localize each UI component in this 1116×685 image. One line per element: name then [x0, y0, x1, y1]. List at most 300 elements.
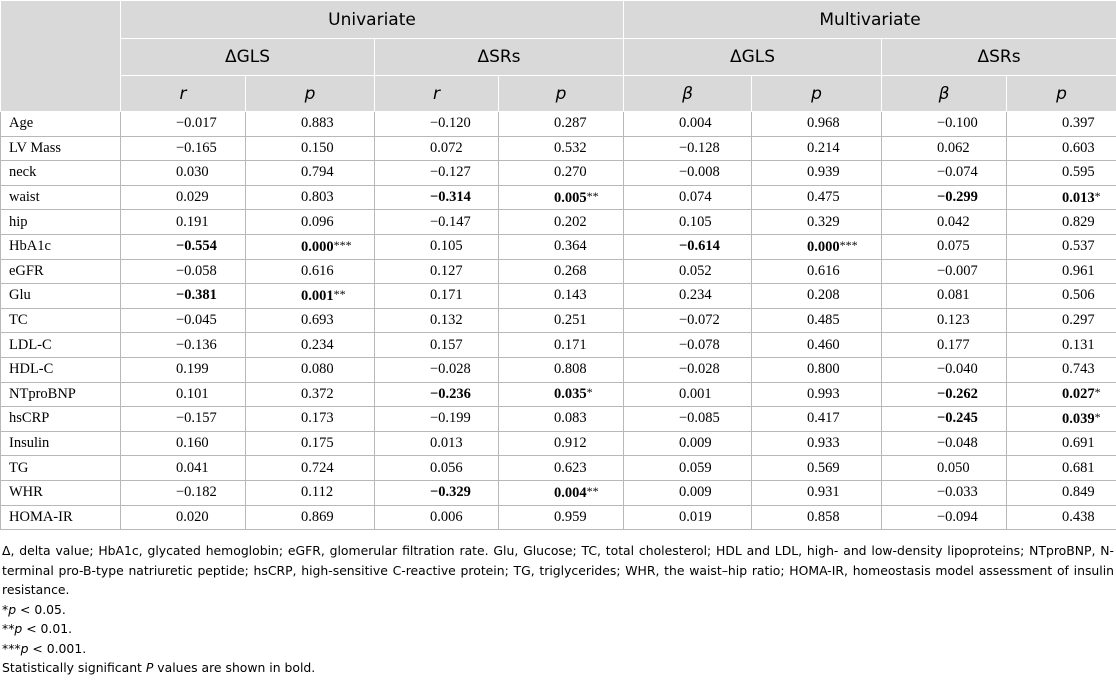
cell-uni-dgls-p	[246, 210, 375, 235]
abbreviations-note: Δ, delta value; HbA1c, glycated hemoglobin; eGFR, glomerular filtration rate. Glu, Glucose; TC, total cholesterol; HDL and LDL, high- and low-density lipoproteins; NTproBNP, N-terminal pro-B-type natriuretic peptide; hsCRP, high-sensitive C-reactive protein; TG, triglycerides; WHR, the waist–hip ratio; HOMA-IR, homeostasis model assessment of insulin resistance.	[2, 543, 1114, 597]
cell-multi-dgls-beta	[624, 357, 752, 382]
cell-multi-dsrs-p	[1007, 284, 1116, 309]
cell-uni-dgls-p	[246, 333, 375, 358]
cell-value: −0.074	[937, 164, 978, 181]
cell-multi-dgls-p	[752, 210, 882, 235]
cell-uni-dgls-r	[121, 480, 246, 505]
table-row	[1, 431, 1116, 456]
table-row	[1, 333, 1116, 358]
cell-value: 0.616	[807, 262, 840, 279]
sig2-p: p	[14, 621, 23, 636]
cell-multi-dsrs-p	[1007, 382, 1116, 407]
cell-value: 0.214	[807, 139, 840, 156]
row-label: Glu	[1, 284, 121, 309]
cell-value: 0.027	[1062, 386, 1095, 403]
cell-uni-dgls-p	[246, 407, 375, 432]
cell-uni-dgls-r	[121, 382, 246, 407]
cell-value: 0.177	[937, 336, 970, 353]
cell-value: 0.202	[554, 213, 587, 230]
cell-value: 0.603	[1062, 139, 1095, 156]
cell-multi-dsrs-p	[1007, 234, 1116, 259]
cell-multi-dsrs-beta	[882, 161, 1007, 186]
cell-value: 0.105	[430, 238, 463, 255]
cell-value: 0.268	[554, 262, 587, 279]
cell-value: 0.112	[301, 484, 334, 501]
cell-value: 0.001	[679, 385, 712, 402]
cell-value: −0.136	[176, 336, 217, 353]
cell-value: 0.035	[554, 386, 587, 403]
cell-value: 0.030	[176, 164, 209, 181]
cell-uni-dsrs-r	[375, 456, 499, 481]
cell-uni-dsrs-p	[499, 357, 624, 382]
cell-multi-dsrs-beta	[882, 407, 1007, 432]
cell-value: 0.961	[1062, 262, 1095, 279]
cell-value: −0.381	[176, 287, 217, 304]
cell-uni-dsrs-p	[499, 284, 624, 309]
cell-multi-dgls-p	[752, 185, 882, 210]
cell-value: 0.074	[679, 189, 712, 206]
cell-value: −0.058	[176, 262, 217, 279]
cell-value: −0.314	[430, 189, 471, 206]
cell-multi-dgls-beta	[624, 505, 752, 530]
cell-uni-dgls-r	[121, 505, 246, 530]
cell-value: 0.101	[176, 385, 209, 402]
cell-value: 0.743	[1062, 361, 1095, 378]
cell-uni-dsrs-p	[499, 505, 624, 530]
cell-uni-dgls-p	[246, 308, 375, 333]
cell-uni-dsrs-r	[375, 333, 499, 358]
cell-uni-dgls-r	[121, 259, 246, 284]
cell-value: 0.143	[554, 287, 587, 304]
cell-uni-dsrs-p	[499, 234, 624, 259]
table-row	[1, 112, 1116, 137]
bold-note-post: values are shown in bold.	[153, 660, 316, 675]
cell-value: 0.006	[430, 508, 463, 525]
cell-value: −0.078	[679, 336, 720, 353]
cell-value: 0.052	[679, 262, 712, 279]
cell-uni-dsrs-r	[375, 284, 499, 309]
row-label: hip	[1, 210, 121, 235]
cell-value: 0.004	[679, 115, 712, 132]
cell-multi-dgls-beta	[624, 136, 752, 161]
significance-stars: **	[586, 483, 599, 498]
cell-uni-dsrs-p	[499, 112, 624, 137]
cell-value: 0.056	[430, 459, 463, 476]
cell-value: 0.858	[807, 508, 840, 525]
cell-value: 0.808	[554, 361, 587, 378]
cell-multi-dsrs-beta	[882, 308, 1007, 333]
cell-multi-dsrs-p	[1007, 112, 1116, 137]
cell-value: 0.075	[937, 238, 970, 255]
cell-value: 0.485	[807, 312, 840, 329]
row-label: TG	[1, 456, 121, 481]
header-univariate: Univariate	[121, 1, 624, 39]
cell-multi-dgls-p	[752, 382, 882, 407]
cell-value: 0.849	[1062, 484, 1095, 501]
cell-uni-dsrs-p	[499, 480, 624, 505]
cell-value: 0.270	[554, 164, 587, 181]
table-row	[1, 210, 1116, 235]
cell-multi-dgls-beta	[624, 431, 752, 456]
cell-multi-dsrs-beta	[882, 210, 1007, 235]
cell-value: −0.028	[679, 361, 720, 378]
cell-value: 0.537	[1062, 238, 1095, 255]
cell-multi-dgls-p	[752, 284, 882, 309]
cell-uni-dsrs-r	[375, 136, 499, 161]
cell-multi-dsrs-beta	[882, 357, 1007, 382]
cell-uni-dsrs-p	[499, 259, 624, 284]
cell-value: 0.191	[176, 213, 209, 230]
cell-value: 0.616	[301, 262, 334, 279]
significance-note-1	[2, 600, 1114, 620]
cell-uni-dgls-p	[246, 161, 375, 186]
cell-multi-dsrs-p	[1007, 505, 1116, 530]
cell-uni-dgls-r	[121, 234, 246, 259]
cell-value: 0.506	[1062, 287, 1095, 304]
table-row	[1, 357, 1116, 382]
table-row	[1, 185, 1116, 210]
cell-multi-dsrs-p	[1007, 185, 1116, 210]
cell-uni-dgls-r	[121, 431, 246, 456]
cell-multi-dsrs-beta	[882, 480, 1007, 505]
table-row	[1, 505, 1116, 530]
sig2-text: < 0.01.	[22, 621, 73, 636]
cell-multi-dgls-p	[752, 407, 882, 432]
cell-multi-dgls-beta	[624, 333, 752, 358]
cell-uni-dgls-p	[246, 456, 375, 481]
cell-value: 0.083	[554, 410, 587, 427]
header-uni-dsrs-r: r	[375, 76, 499, 112]
cell-uni-dsrs-r	[375, 407, 499, 432]
row-label: HDL-C	[1, 357, 121, 382]
cell-uni-dgls-r	[121, 456, 246, 481]
cell-value: 0.013	[430, 435, 463, 452]
cell-value: 0.029	[176, 189, 209, 206]
cell-value: 0.287	[554, 115, 587, 132]
cell-value: 0.020	[176, 508, 209, 525]
cell-multi-dgls-beta	[624, 234, 752, 259]
cell-value: −0.007	[937, 262, 978, 279]
cell-value: −0.048	[937, 435, 978, 452]
cell-value: 0.234	[679, 287, 712, 304]
significance-stars: **	[333, 286, 346, 301]
significance-stars: **	[586, 188, 599, 203]
cell-uni-dsrs-p	[499, 136, 624, 161]
cell-value: 0.171	[554, 336, 587, 353]
cell-value: −0.614	[679, 238, 720, 255]
header-multi-dsrs-beta: β	[882, 76, 1007, 112]
cell-value: 0.208	[807, 287, 840, 304]
cell-value: 0.803	[301, 189, 334, 206]
cell-value: 0.105	[679, 213, 712, 230]
table-row	[1, 284, 1116, 309]
significance-note-3	[2, 639, 1114, 659]
row-label: neck	[1, 161, 121, 186]
cell-value: −0.262	[937, 385, 978, 402]
cell-uni-dsrs-r	[375, 259, 499, 284]
cell-value: 0.127	[430, 262, 463, 279]
cell-value: 0.009	[679, 435, 712, 452]
cell-uni-dsrs-p	[499, 161, 624, 186]
cell-value: 0.000	[301, 238, 334, 255]
table-header	[1, 1, 1116, 112]
cell-multi-dgls-p	[752, 333, 882, 358]
cell-value: −0.127	[430, 164, 471, 181]
table-row	[1, 407, 1116, 432]
cell-value: −0.199	[430, 410, 471, 427]
row-label: Age	[1, 112, 121, 137]
cell-value: 0.417	[807, 410, 840, 427]
header-uni-dsrs: ΔSRs	[375, 39, 624, 76]
cell-value: 0.869	[301, 508, 334, 525]
cell-value: 0.080	[301, 361, 334, 378]
table-row	[1, 259, 1116, 284]
cell-value: −0.040	[937, 361, 978, 378]
cell-multi-dsrs-beta	[882, 431, 1007, 456]
cell-uni-dgls-r	[121, 357, 246, 382]
cell-multi-dsrs-beta	[882, 382, 1007, 407]
cell-uni-dsrs-p	[499, 333, 624, 358]
cell-value: −0.165	[176, 139, 217, 156]
cell-multi-dsrs-p	[1007, 308, 1116, 333]
sig3-marker: ***	[2, 640, 21, 656]
cell-uni-dsrs-r	[375, 505, 499, 530]
sig1-p: p	[8, 601, 17, 617]
cell-value: −0.329	[430, 484, 471, 501]
row-label: waist	[1, 185, 121, 210]
cell-multi-dgls-beta	[624, 185, 752, 210]
cell-value: 0.933	[807, 435, 840, 452]
cell-value: 0.157	[430, 336, 463, 353]
cell-uni-dgls-p	[246, 431, 375, 456]
cell-multi-dgls-beta	[624, 284, 752, 309]
cell-uni-dsrs-p	[499, 185, 624, 210]
cell-uni-dsrs-r	[375, 161, 499, 186]
cell-value: 0.004	[554, 484, 587, 501]
cell-multi-dgls-beta	[624, 480, 752, 505]
cell-value: 0.171	[430, 287, 463, 304]
cell-multi-dsrs-beta	[882, 456, 1007, 481]
cell-value: 0.372	[301, 385, 334, 402]
cell-value: 0.042	[937, 213, 970, 230]
cell-uni-dgls-r	[121, 210, 246, 235]
cell-uni-dgls-p	[246, 284, 375, 309]
sig1-text: < 0.05.	[16, 601, 66, 617]
cell-multi-dsrs-beta	[882, 333, 1007, 358]
cell-multi-dsrs-beta	[882, 185, 1007, 210]
cell-uni-dsrs-r	[375, 431, 499, 456]
cell-multi-dsrs-p	[1007, 480, 1116, 505]
cell-uni-dgls-r	[121, 112, 246, 137]
cell-uni-dsrs-p	[499, 431, 624, 456]
table-row	[1, 234, 1116, 259]
cell-value: 0.131	[1062, 336, 1095, 353]
cell-uni-dsrs-r	[375, 357, 499, 382]
sig3-text: < 0.001.	[28, 640, 87, 656]
row-label: LV Mass	[1, 136, 121, 161]
cell-uni-dsrs-r	[375, 382, 499, 407]
row-label: Insulin	[1, 431, 121, 456]
cell-multi-dsrs-beta	[882, 234, 1007, 259]
cell-multi-dsrs-beta	[882, 112, 1007, 137]
header-uni-dsrs-p: p	[499, 76, 624, 112]
cell-uni-dgls-p	[246, 136, 375, 161]
cell-uni-dgls-p	[246, 382, 375, 407]
cell-multi-dsrs-p	[1007, 136, 1116, 161]
cell-value: −0.182	[176, 484, 217, 501]
significance-stars: *	[1094, 409, 1101, 424]
header-multi-dsrs: ΔSRs	[882, 39, 1116, 76]
cell-value: 0.009	[679, 484, 712, 501]
cell-value: 0.096	[301, 213, 334, 230]
cell-uni-dsrs-p	[499, 382, 624, 407]
header-multi-dsrs-p: p	[1007, 76, 1116, 112]
table-row	[1, 480, 1116, 505]
cell-multi-dgls-p	[752, 505, 882, 530]
cell-multi-dgls-beta	[624, 161, 752, 186]
cell-value: 0.173	[301, 410, 334, 427]
cell-value: 0.968	[807, 115, 840, 132]
cell-multi-dsrs-beta	[882, 505, 1007, 530]
cell-multi-dgls-beta	[624, 259, 752, 284]
cell-uni-dgls-r	[121, 407, 246, 432]
cell-multi-dgls-beta	[624, 407, 752, 432]
cell-value: −0.147	[430, 213, 471, 230]
bold-note-pre: Statistically significant	[2, 660, 146, 675]
significance-stars: *	[1094, 188, 1101, 203]
cell-multi-dsrs-beta	[882, 136, 1007, 161]
cell-multi-dsrs-beta	[882, 284, 1007, 309]
cell-uni-dgls-r	[121, 185, 246, 210]
cell-value: 0.039	[1062, 410, 1095, 427]
cell-multi-dsrs-p	[1007, 161, 1116, 186]
cell-uni-dsrs-r	[375, 210, 499, 235]
cell-uni-dgls-r	[121, 136, 246, 161]
cell-uni-dgls-r	[121, 161, 246, 186]
cell-value: 0.724	[301, 459, 334, 476]
cell-value: 0.800	[807, 361, 840, 378]
cell-multi-dsrs-p	[1007, 333, 1116, 358]
cell-uni-dgls-p	[246, 505, 375, 530]
row-label: HOMA-IR	[1, 505, 121, 530]
row-label: LDL-C	[1, 333, 121, 358]
significance-note-2	[2, 619, 1114, 639]
bold-note	[2, 658, 1114, 678]
cell-value: −0.017	[176, 115, 217, 132]
cell-value: −0.008	[679, 164, 720, 181]
table-body	[1, 112, 1116, 530]
header-uni-dgls: ΔGLS	[121, 39, 375, 76]
cell-value: 0.019	[679, 508, 712, 525]
cell-value: 0.175	[301, 435, 334, 452]
cell-value: 0.123	[937, 312, 970, 329]
cell-value: 0.297	[1062, 312, 1095, 329]
cell-multi-dgls-p	[752, 259, 882, 284]
cell-uni-dgls-p	[246, 112, 375, 137]
cell-value: 0.199	[176, 361, 209, 378]
cell-value: 0.438	[1062, 508, 1095, 525]
cell-value: 0.150	[301, 139, 334, 156]
cell-value: 0.681	[1062, 459, 1095, 476]
sig1-marker: *	[2, 601, 9, 617]
cell-value: 0.160	[176, 435, 209, 452]
cell-value: 0.691	[1062, 435, 1095, 452]
cell-value: 0.993	[807, 385, 840, 402]
cell-value: −0.033	[937, 484, 978, 501]
cell-value: −0.157	[176, 410, 217, 427]
sig2-marker: **	[2, 621, 15, 636]
significance-stars: *	[1094, 385, 1101, 400]
cell-value: 0.081	[937, 287, 970, 304]
cell-value: −0.072	[679, 312, 720, 329]
cell-value: 0.251	[554, 312, 587, 329]
cell-multi-dsrs-p	[1007, 407, 1116, 432]
table-row	[1, 308, 1116, 333]
cell-multi-dgls-beta	[624, 382, 752, 407]
cell-value: 0.005	[554, 189, 587, 206]
row-label: HbA1c	[1, 234, 121, 259]
cell-multi-dsrs-p	[1007, 456, 1116, 481]
cell-uni-dsrs-p	[499, 210, 624, 235]
cell-value: 0.072	[430, 139, 463, 156]
cell-multi-dsrs-p	[1007, 210, 1116, 235]
cell-value: 0.329	[807, 213, 840, 230]
cell-value: −0.554	[176, 238, 217, 255]
cell-value: −0.085	[679, 410, 720, 427]
row-label: WHR	[1, 480, 121, 505]
sig3-p: p	[20, 640, 29, 656]
header-corner	[1, 1, 121, 112]
table-row	[1, 136, 1116, 161]
significance-stars: ***	[839, 237, 858, 252]
cell-multi-dgls-p	[752, 112, 882, 137]
cell-multi-dgls-p	[752, 308, 882, 333]
cell-multi-dgls-beta	[624, 210, 752, 235]
cell-multi-dgls-beta	[624, 456, 752, 481]
cell-uni-dgls-p	[246, 234, 375, 259]
cell-value: 0.693	[301, 312, 334, 329]
cell-uni-dsrs-r	[375, 112, 499, 137]
significance-stars: ***	[333, 237, 352, 252]
cell-value: −0.100	[937, 115, 978, 132]
cell-uni-dgls-p	[246, 185, 375, 210]
header-uni-dgls-p: p	[246, 76, 375, 112]
bold-note-p: P	[145, 660, 154, 675]
cell-uni-dsrs-r	[375, 185, 499, 210]
cell-value: 0.013	[1062, 189, 1095, 206]
cell-value: 0.623	[554, 459, 587, 476]
cell-value: 0.595	[1062, 164, 1095, 181]
header-uni-dgls-r: r	[121, 76, 246, 112]
cell-value: 0.460	[807, 336, 840, 353]
cell-value: −0.045	[176, 312, 217, 329]
header-multi-dgls-beta: β	[624, 76, 752, 112]
cell-value: 0.062	[937, 139, 970, 156]
cell-value: 0.959	[554, 508, 587, 525]
cell-multi-dsrs-beta	[882, 259, 1007, 284]
cell-value: 0.132	[430, 312, 463, 329]
cell-uni-dsrs-p	[499, 308, 624, 333]
cell-uni-dsrs-p	[499, 456, 624, 481]
row-label: NTproBNP	[1, 382, 121, 407]
cell-value: 0.041	[176, 459, 209, 476]
cell-value: 0.939	[807, 164, 840, 181]
cell-value: 0.912	[554, 435, 587, 452]
cell-multi-dgls-p	[752, 136, 882, 161]
header-multivariate: Multivariate	[624, 1, 1116, 39]
cell-value: 0.050	[937, 459, 970, 476]
cell-uni-dsrs-p	[499, 407, 624, 432]
